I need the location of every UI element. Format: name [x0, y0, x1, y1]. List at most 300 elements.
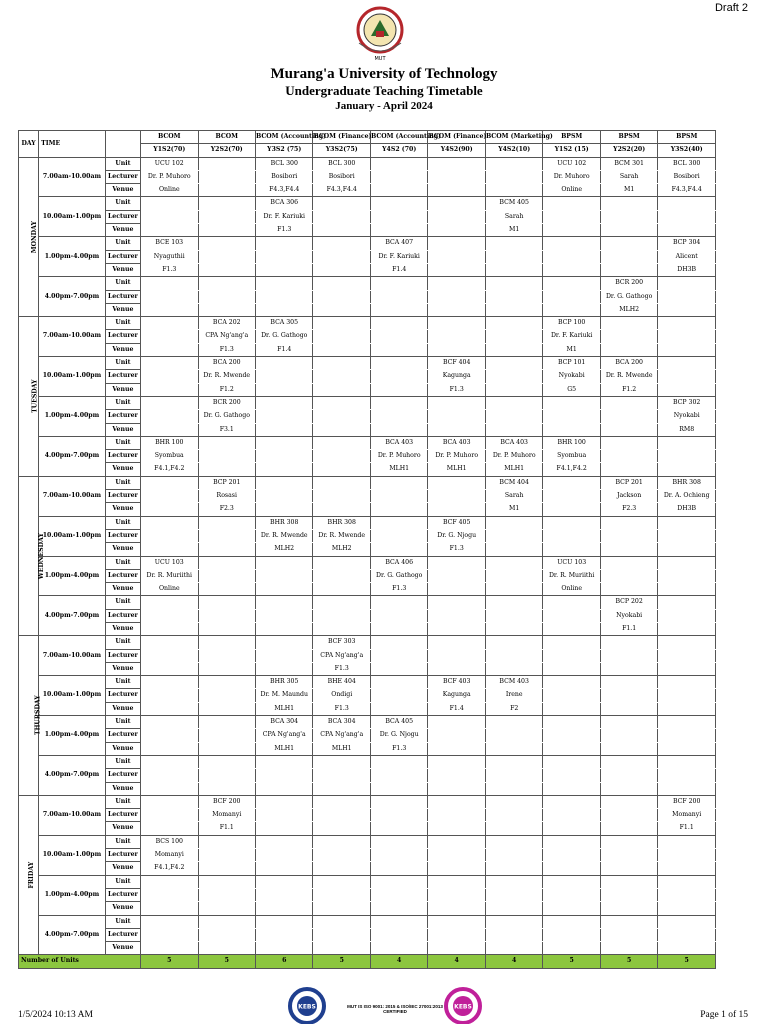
- session-cell: [313, 210, 370, 223]
- session-cell: [543, 716, 600, 729]
- session-cell: [543, 529, 600, 542]
- session-cell: [141, 782, 198, 795]
- time-slot: 1.00pm-4.00pm: [39, 237, 106, 277]
- session-cell: [198, 237, 255, 250]
- session-cell: BHR 100: [543, 436, 600, 449]
- session-cell: Rosasi: [198, 490, 255, 503]
- session-cell: [256, 583, 313, 596]
- session-cell: [256, 436, 313, 449]
- session-cell: Dr. Muhoro: [543, 170, 600, 183]
- timetable-row: [19, 755, 716, 768]
- timetable-row: [19, 676, 716, 689]
- session-cell: [198, 875, 255, 888]
- session-cell: [256, 915, 313, 928]
- session-cell: [543, 795, 600, 808]
- session-cell: [313, 303, 370, 316]
- session-cell: [658, 343, 716, 356]
- session-cell: [600, 556, 657, 569]
- row-label: Unit: [105, 197, 140, 210]
- session-cell: [198, 529, 255, 542]
- session-cell: [370, 622, 427, 635]
- row-label: Venue: [105, 224, 140, 237]
- session-cell: F1.4: [428, 702, 485, 715]
- session-cell: BCP 202: [600, 596, 657, 609]
- session-cell: [543, 503, 600, 516]
- day-cell: [19, 636, 42, 796]
- session-cell: [313, 410, 370, 423]
- timetable-row: [19, 463, 716, 476]
- draft-label: Draft 2: [714, 2, 748, 14]
- session-cell: UCU 102: [543, 157, 600, 170]
- session-cell: [600, 875, 657, 888]
- time-slot: 1.00pm-4.00pm: [39, 875, 106, 915]
- session-cell: [600, 702, 657, 715]
- session-cell: [141, 649, 198, 662]
- session-cell: [198, 277, 255, 290]
- session-cell: [543, 702, 600, 715]
- session-cell: [141, 383, 198, 396]
- row-label: Unit: [105, 716, 140, 729]
- timetable-row: [19, 569, 716, 582]
- session-cell: [485, 410, 542, 423]
- label-header: [105, 131, 140, 158]
- session-cell: [543, 250, 600, 263]
- session-cell: F2.3: [198, 503, 255, 516]
- session-cell: F1.4: [370, 263, 427, 276]
- term-label: January - April 2024: [335, 100, 433, 112]
- session-cell: BCL 300: [256, 157, 313, 170]
- timetable-row: [19, 809, 716, 822]
- session-cell: [370, 835, 427, 848]
- session-cell: [370, 875, 427, 888]
- program-group: Y4S2(10): [485, 144, 542, 157]
- session-cell: [256, 250, 313, 263]
- row-label: Venue: [105, 702, 140, 715]
- session-cell: [370, 689, 427, 702]
- session-cell: [313, 343, 370, 356]
- session-cell: BCE 103: [141, 237, 198, 250]
- day-label: FRIDAY: [28, 861, 36, 889]
- session-cell: [658, 569, 716, 582]
- session-cell: Dr. R. Mwende: [600, 370, 657, 383]
- session-cell: [256, 596, 313, 609]
- session-cell: [428, 263, 485, 276]
- university-logo: [349, 3, 411, 65]
- timetable-row: [19, 729, 716, 742]
- session-cell: Sarah: [600, 170, 657, 183]
- session-cell: [198, 569, 255, 582]
- session-cell: [370, 290, 427, 303]
- session-cell: [600, 210, 657, 223]
- session-cell: Bosibori: [313, 170, 370, 183]
- session-cell: [313, 795, 370, 808]
- session-cell: [370, 343, 427, 356]
- program-group: Y4S2 (70): [370, 144, 427, 157]
- session-cell: [198, 596, 255, 609]
- session-cell: [370, 210, 427, 223]
- session-cell: BCA 406: [370, 556, 427, 569]
- timetable-row: [19, 702, 716, 715]
- session-cell: F4.1,F4.2: [141, 463, 198, 476]
- session-cell: [141, 476, 198, 489]
- session-cell: [370, 330, 427, 343]
- timetable-row: [19, 622, 716, 635]
- kebs-badge-left: [290, 989, 324, 1023]
- row-label: Lecturer: [105, 250, 140, 263]
- session-cell: [198, 928, 255, 941]
- session-cell: [658, 662, 716, 675]
- session-cell: [256, 649, 313, 662]
- timetable-row: [19, 263, 716, 276]
- session-cell: [543, 423, 600, 436]
- session-cell: [198, 888, 255, 901]
- session-cell: [141, 423, 198, 436]
- university-name: Murang'a University of Technology: [270, 66, 498, 82]
- timetable-row: [19, 277, 716, 290]
- session-cell: [370, 928, 427, 941]
- timetable-row: [19, 742, 716, 755]
- session-cell: [543, 649, 600, 662]
- row-label: Lecturer: [105, 849, 140, 862]
- session-cell: [313, 277, 370, 290]
- session-cell: [141, 543, 198, 556]
- session-cell: F1.3: [428, 383, 485, 396]
- session-cell: [543, 516, 600, 529]
- session-cell: [428, 277, 485, 290]
- session-cell: [198, 689, 255, 702]
- session-cell: [658, 210, 716, 223]
- session-cell: [543, 928, 600, 941]
- timetable-row: [19, 942, 716, 955]
- session-cell: [370, 170, 427, 183]
- session-cell: F1.3: [313, 702, 370, 715]
- session-cell: [370, 636, 427, 649]
- session-cell: [313, 237, 370, 250]
- timetable-row: [19, 423, 716, 436]
- session-cell: F1.3: [370, 583, 427, 596]
- session-cell: [370, 849, 427, 862]
- timetable-row: [19, 157, 716, 170]
- session-cell: [198, 942, 255, 955]
- program-name: BCOM (Accounting): [256, 131, 313, 144]
- session-cell: [543, 689, 600, 702]
- session-cell: [256, 463, 313, 476]
- session-cell: [428, 569, 485, 582]
- session-cell: [485, 809, 542, 822]
- session-cell: [485, 862, 542, 875]
- session-cell: [428, 769, 485, 782]
- session-cell: [198, 662, 255, 675]
- session-cell: Dr. R. Muriithi: [543, 569, 600, 582]
- session-cell: [256, 769, 313, 782]
- session-cell: Syombua: [543, 450, 600, 463]
- session-cell: [313, 383, 370, 396]
- session-cell: [198, 290, 255, 303]
- time-slot: 7.00am-10.00am: [39, 795, 106, 835]
- session-cell: [313, 290, 370, 303]
- session-cell: [658, 383, 716, 396]
- session-cell: Dr. A. Ochieng: [658, 490, 716, 503]
- session-cell: [485, 769, 542, 782]
- session-cell: Dr. R. Mwende: [256, 529, 313, 542]
- row-label: Unit: [105, 835, 140, 848]
- session-cell: [543, 490, 600, 503]
- day-header: DAY: [19, 131, 39, 158]
- unit-count: 5: [313, 955, 370, 968]
- row-label: Unit: [105, 516, 140, 529]
- session-cell: BCP 101: [543, 357, 600, 370]
- timetable-row: [19, 184, 716, 197]
- session-cell: [658, 875, 716, 888]
- certification-text: MUT IS ISO 9001: 2015 & ISO/IEC 27001:2013 CERTIFIED: [347, 1004, 443, 1014]
- session-cell: [198, 782, 255, 795]
- svg-text:MUT: MUT: [374, 56, 386, 62]
- session-cell: [658, 742, 716, 755]
- session-cell: [600, 423, 657, 436]
- session-cell: [658, 622, 716, 635]
- session-cell: [658, 609, 716, 622]
- timetable-row: [19, 782, 716, 795]
- session-cell: [256, 609, 313, 622]
- time-slot: 10.00am-1.00pm: [39, 676, 106, 716]
- session-cell: [370, 862, 427, 875]
- session-cell: Dr. G. Njogu: [370, 729, 427, 742]
- session-cell: [256, 237, 313, 250]
- timetable-row: [19, 370, 716, 383]
- time-slot: 4.00pm-7.00pm: [39, 436, 106, 476]
- session-cell: [543, 862, 600, 875]
- session-cell: [313, 609, 370, 622]
- session-cell: [485, 795, 542, 808]
- session-cell: [485, 343, 542, 356]
- session-cell: [658, 636, 716, 649]
- session-cell: [543, 237, 600, 250]
- session-cell: [658, 436, 716, 449]
- session-cell: [256, 423, 313, 436]
- session-cell: [485, 755, 542, 768]
- timetable-row: [19, 835, 716, 848]
- session-cell: [370, 888, 427, 901]
- row-label: Venue: [105, 742, 140, 755]
- session-cell: [370, 383, 427, 396]
- session-cell: [485, 849, 542, 862]
- session-cell: MLH1: [256, 702, 313, 715]
- session-cell: [370, 423, 427, 436]
- session-cell: BCP 304: [658, 237, 716, 250]
- session-cell: [658, 303, 716, 316]
- unit-count: 5: [198, 955, 255, 968]
- row-label: Unit: [105, 755, 140, 768]
- timetable-row: [19, 609, 716, 622]
- time-slot: 10.00am-1.00pm: [39, 197, 106, 237]
- session-cell: [485, 822, 542, 835]
- session-cell: [428, 250, 485, 263]
- session-cell: G5: [543, 383, 600, 396]
- session-cell: Dr. G. Gathogo: [370, 569, 427, 582]
- session-cell: BCS 100: [141, 835, 198, 848]
- session-cell: [141, 809, 198, 822]
- session-cell: [313, 569, 370, 582]
- session-cell: [313, 942, 370, 955]
- session-cell: [600, 237, 657, 250]
- session-cell: [658, 835, 716, 848]
- session-cell: [600, 835, 657, 848]
- session-cell: [370, 224, 427, 237]
- session-cell: [658, 543, 716, 556]
- session-cell: BCA 304: [256, 716, 313, 729]
- session-cell: [256, 410, 313, 423]
- session-cell: [370, 476, 427, 489]
- session-cell: BCF 404: [428, 357, 485, 370]
- timetable-row: [19, 902, 716, 915]
- timetable-row: [19, 330, 716, 343]
- session-cell: M1: [543, 343, 600, 356]
- session-cell: [600, 410, 657, 423]
- program-group: Y4S2(90): [428, 144, 485, 157]
- session-cell: [485, 622, 542, 635]
- timetable-row: [19, 303, 716, 316]
- session-cell: F1.3: [141, 263, 198, 276]
- session-cell: BCA 200: [600, 357, 657, 370]
- session-cell: [198, 835, 255, 848]
- session-cell: [256, 556, 313, 569]
- session-cell: BCA 403: [485, 436, 542, 449]
- session-cell: [658, 902, 716, 915]
- session-cell: [658, 862, 716, 875]
- session-cell: [428, 237, 485, 250]
- session-cell: [313, 357, 370, 370]
- row-label: Unit: [105, 317, 140, 330]
- session-cell: [370, 809, 427, 822]
- session-cell: [658, 849, 716, 862]
- session-cell: F2: [485, 702, 542, 715]
- session-cell: [485, 170, 542, 183]
- session-cell: [141, 396, 198, 409]
- session-cell: [141, 795, 198, 808]
- session-cell: [141, 662, 198, 675]
- session-cell: [485, 556, 542, 569]
- session-cell: [370, 529, 427, 542]
- session-cell: [658, 716, 716, 729]
- session-cell: Dr. M. Maundu: [256, 689, 313, 702]
- row-label: Unit: [105, 396, 140, 409]
- session-cell: Dr. P. Muhoro: [141, 170, 198, 183]
- session-cell: [256, 357, 313, 370]
- session-cell: [428, 875, 485, 888]
- session-cell: [485, 742, 542, 755]
- session-cell: [600, 263, 657, 276]
- session-cell: F1.3: [198, 343, 255, 356]
- session-cell: MLH1: [370, 463, 427, 476]
- session-cell: [600, 224, 657, 237]
- session-cell: [600, 915, 657, 928]
- timetable-row: [19, 476, 716, 489]
- session-cell: Jackson: [600, 490, 657, 503]
- session-cell: [428, 716, 485, 729]
- session-cell: [370, 157, 427, 170]
- day-label: WEDNESDAY: [37, 532, 45, 580]
- session-cell: Dr. G. Gathogo: [198, 410, 255, 423]
- session-cell: [543, 622, 600, 635]
- session-cell: Dr. R. Mwende: [198, 370, 255, 383]
- session-cell: [313, 476, 370, 489]
- session-cell: [313, 862, 370, 875]
- session-cell: [600, 942, 657, 955]
- timetable-row: [19, 596, 716, 609]
- program-group: Y2S2(70): [198, 144, 255, 157]
- session-cell: Kagunga: [428, 689, 485, 702]
- session-cell: [198, 609, 255, 622]
- session-cell: Dr. G. Gathogo: [600, 290, 657, 303]
- timetable-row: [19, 822, 716, 835]
- session-cell: F2.3: [600, 503, 657, 516]
- session-cell: BCA 306: [256, 197, 313, 210]
- session-cell: [256, 849, 313, 862]
- session-cell: [600, 689, 657, 702]
- session-cell: M1: [485, 224, 542, 237]
- session-cell: BCA 200: [198, 357, 255, 370]
- row-label: Lecturer: [105, 609, 140, 622]
- program-group: Y3S2(40): [658, 144, 716, 157]
- session-cell: [543, 224, 600, 237]
- row-label: Unit: [105, 795, 140, 808]
- day-cell: [19, 317, 39, 477]
- session-cell: F1.3: [313, 662, 370, 675]
- session-cell: [141, 875, 198, 888]
- unit-count: 6: [256, 955, 313, 968]
- session-cell: [485, 915, 542, 928]
- session-cell: [256, 277, 313, 290]
- session-cell: [428, 410, 485, 423]
- timetable-row: [19, 210, 716, 223]
- session-cell: [485, 157, 542, 170]
- session-cell: Sarah: [485, 490, 542, 503]
- session-cell: DH3B: [658, 263, 716, 276]
- session-cell: [141, 742, 198, 755]
- session-cell: [658, 888, 716, 901]
- session-cell: [141, 689, 198, 702]
- session-cell: [600, 583, 657, 596]
- program-group: Y3S2(75): [313, 144, 370, 157]
- session-cell: [256, 622, 313, 635]
- session-cell: F4.1,F4.2: [141, 862, 198, 875]
- page-number: Page 1 of 15: [700, 1010, 748, 1020]
- row-label: Venue: [105, 942, 140, 955]
- session-cell: [428, 622, 485, 635]
- session-cell: [658, 357, 716, 370]
- timetable-row: [19, 237, 716, 250]
- row-label: Venue: [105, 184, 140, 197]
- row-label: Unit: [105, 237, 140, 250]
- session-cell: [658, 689, 716, 702]
- session-cell: [370, 596, 427, 609]
- session-cell: [600, 649, 657, 662]
- session-cell: [543, 636, 600, 649]
- row-label: Unit: [105, 556, 140, 569]
- session-cell: [256, 835, 313, 848]
- session-cell: BCA 202: [198, 317, 255, 330]
- session-cell: [198, 676, 255, 689]
- session-cell: Online: [543, 583, 600, 596]
- session-cell: BCR 200: [600, 277, 657, 290]
- timetable-row: [19, 197, 716, 210]
- session-cell: [428, 197, 485, 210]
- row-label: Unit: [105, 436, 140, 449]
- session-cell: [198, 622, 255, 635]
- session-cell: [543, 303, 600, 316]
- session-cell: [543, 888, 600, 901]
- session-cell: [313, 250, 370, 263]
